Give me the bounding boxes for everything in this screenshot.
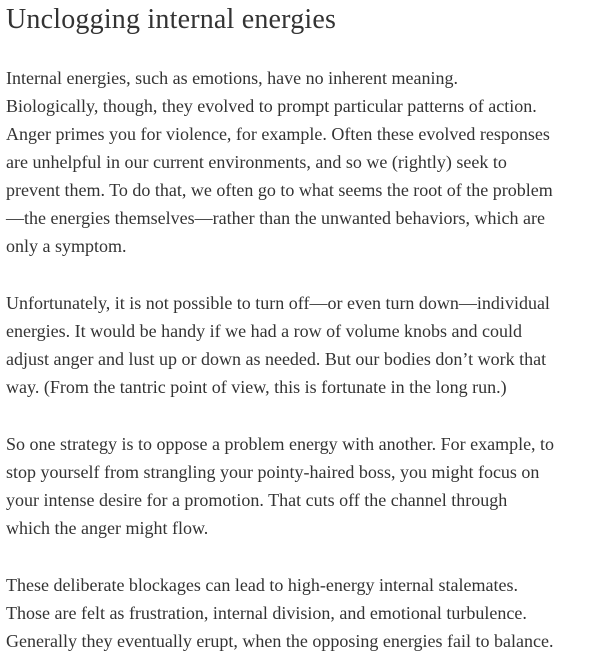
paragraph-1: [6, 64, 611, 260]
paragraph-4: [6, 571, 611, 655]
paragraph-3: [6, 430, 611, 542]
text-line: your intense desire for a promotion. That cuts off the channel through: [6, 490, 508, 510]
text-line: only a symptom.: [6, 236, 127, 256]
text-line: Those are felt as frustration, internal division, and emotional turbulence.: [6, 603, 527, 623]
text-line: Anger primes you for violence, for example. Often these evolved responses: [6, 124, 550, 144]
text-line: way. (From the tantric point of view, this is fortunate in the long run.): [6, 377, 507, 397]
text-line: Internal energies, such as emotions, have no inherent meaning.: [6, 68, 459, 88]
text-line: —the energies themselves—rather than the unwanted behaviors, which are: [6, 208, 545, 228]
text-line: stop yourself from strangling your pointy-haired boss, you might focus on: [6, 462, 540, 482]
text-line: Biologically, though, they evolved to prompt particular patterns of action.: [6, 96, 537, 116]
text-line: These deliberate blockages can lead to high-energy internal stalemates.: [6, 575, 518, 595]
text-line: Generally they eventually erupt, when the opposing energies fail to balance.: [6, 631, 554, 651]
text-line: prevent them. To do that, we often go to what seems the root of the problem: [6, 180, 553, 200]
text-line: energies. It would be handy if we had a row of volume knobs and could: [6, 321, 523, 341]
text-line: which the anger might flow.: [6, 518, 209, 538]
page-title: Unclogging internal energies: [6, 4, 337, 35]
paragraph-2: [6, 289, 611, 401]
text-line: are unhelpful in our current environments, and so we (rightly) seek to: [6, 152, 507, 172]
text-line: Unfortunately, it is not possible to turn off—or even turn down—individual: [6, 293, 550, 313]
text-line: adjust anger and lust up or down as needed. But our bodies don’t work that: [6, 349, 547, 369]
text-line: So one strategy is to oppose a problem energy with another. For example, to: [6, 434, 555, 454]
